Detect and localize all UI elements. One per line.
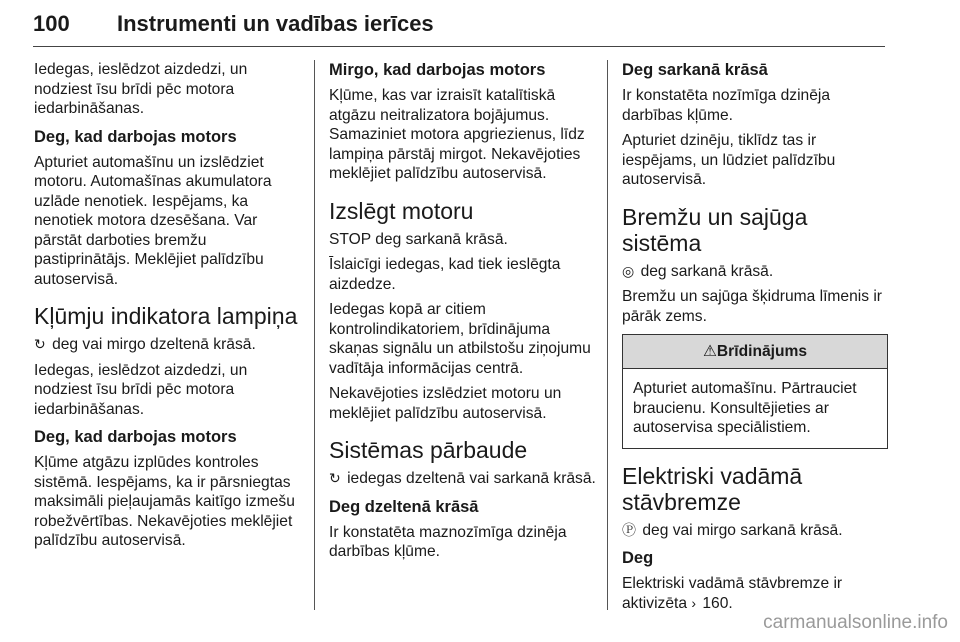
- column-divider: [314, 60, 315, 610]
- column-3: [622, 60, 888, 619]
- section-title: Kļūmju indikatora lampiņa: [34, 303, 298, 329]
- system-check-icon: ↻: [329, 470, 341, 486]
- section-heading: Deg, kad darbojas motors: [34, 428, 237, 446]
- section-title: Bremžu un sajūga sistēma: [622, 203, 808, 256]
- page-header: [33, 6, 885, 47]
- paragraph: Kļūme, kas var izraisīt katalītiskā atgāzu neitralizatora bojājumus. Samaziniet motora apgriezienus, līdz lampiņa pārstāj mirgot. Nekavējoties meklējiet palīdzību autoservisā.: [329, 87, 585, 182]
- warning-header: [623, 335, 887, 369]
- paragraph: Iedegas kopā ar citiem kontrolindikatoriem, brīdinājuma skaņas signālu un atbilstošu ziņojumu vadītāja informācijas centrā.: [329, 301, 591, 377]
- paragraph: [34, 335, 302, 355]
- paragraph: Ir konstatēta maznozīmīga dzinēja darbības kļūme.: [329, 523, 567, 560]
- section-title: Sistēmas pārbaude: [329, 437, 528, 463]
- section-heading: Deg dzeltenā krāsā: [329, 497, 479, 516]
- paragraph: Ir konstatēta nozīmīga dzinēja darbības kļūme.: [622, 87, 831, 124]
- paragraph: Nekavējoties izslēdziet motoru un meklējiet palīdzību autoservisā.: [329, 385, 562, 422]
- paragraph-text: deg sarkanā krāsā.: [640, 262, 774, 280]
- parking-brake-icon: Ⓟ: [622, 521, 636, 538]
- section-heading: Deg: [622, 549, 654, 567]
- paragraph: Kļūme atgāzu izplūdes kontroles sistēmā. Iespējams, ka ir pārsniegtas maksimāli pieļaujamās kaitīgo izmešu robežvērtības. Nekavējoties meklējiet palīdzību autoservisā.: [34, 454, 295, 549]
- page-reference[interactable]: 160.: [702, 594, 733, 612]
- paragraph: Īslaicīgi iedegas, kad tiek ieslēgta aizdedze.: [329, 256, 561, 293]
- brake-warning-icon: ◎: [622, 262, 635, 279]
- paragraph: [622, 262, 888, 282]
- page-number: 100: [33, 11, 70, 36]
- engine-warning-icon: ↻: [34, 336, 46, 352]
- paragraph: Bremžu un sajūga šķidruma līmenis ir pārāk zems.: [622, 288, 882, 325]
- section-title: Elektriski vadāmā stāvbremze: [622, 462, 803, 515]
- paragraph: Iedegas, ieslēdzot aizdedzi, un nodziest īsu brīdi pēc motora iedarbināšanas.: [34, 361, 248, 418]
- paragraph-text: Elektriski vadāmā stāvbremze ir aktivizēta: [622, 575, 843, 612]
- warning-box: [622, 334, 888, 449]
- paragraph-text: deg vai mirgo sarkanā krāsā.: [642, 521, 843, 539]
- column-2: [329, 60, 597, 568]
- warning-title: Brīdinājums: [716, 343, 808, 360]
- column-divider: [607, 60, 608, 610]
- paragraph: Apturiet dzinēju, tiklīdz tas ir iespējams, un lūdziet palīdzību autoservisā.: [622, 132, 836, 188]
- watermark: carmanualsonline.info: [763, 612, 948, 633]
- paragraph: [622, 574, 888, 613]
- paragraph-text: iedegas dzeltenā vai sarkanā krāsā.: [347, 470, 596, 487]
- section-heading: Deg sarkanā krāsā: [622, 61, 768, 79]
- paragraph: STOP deg sarkanā krāsā.: [329, 230, 508, 248]
- page-reference-icon: ›: [691, 594, 697, 611]
- paragraph: [329, 469, 597, 489]
- section-title: Izslēgt motoru: [329, 197, 474, 224]
- section-heading: Mirgo, kad darbojas motors: [329, 61, 546, 79]
- warning-text: Apturiet automašīnu. Pārtrauciet braucienu. Konsultējieties ar autoservisa speciālistiem.: [633, 380, 857, 436]
- paragraph: [622, 521, 888, 541]
- paragraph-text: deg vai mirgo dzeltenā krāsā.: [52, 336, 256, 353]
- section-heading: Deg, kad darbojas motors: [34, 127, 237, 146]
- warning-triangle-icon: ⚠: [702, 343, 717, 360]
- page-title: Instrumenti un vadības ierīces: [117, 11, 434, 36]
- paragraph: Apturiet automašīnu un izslēdziet motoru. Automašīnas akumulatora uzlāde nenotiek. Iespējams, ka nenotiek motora dzesēšana. Var pārstāt darboties bremžu pastiprinātājs. Meklējiet palīdzību autoservisā.: [34, 153, 272, 288]
- column-1: [34, 60, 302, 557]
- paragraph: Iedegas, ieslēdzot aizdedzi, un nodziest īsu brīdi pēc motora iedarbināšanas.: [34, 61, 248, 117]
- warning-body: [623, 369, 887, 448]
